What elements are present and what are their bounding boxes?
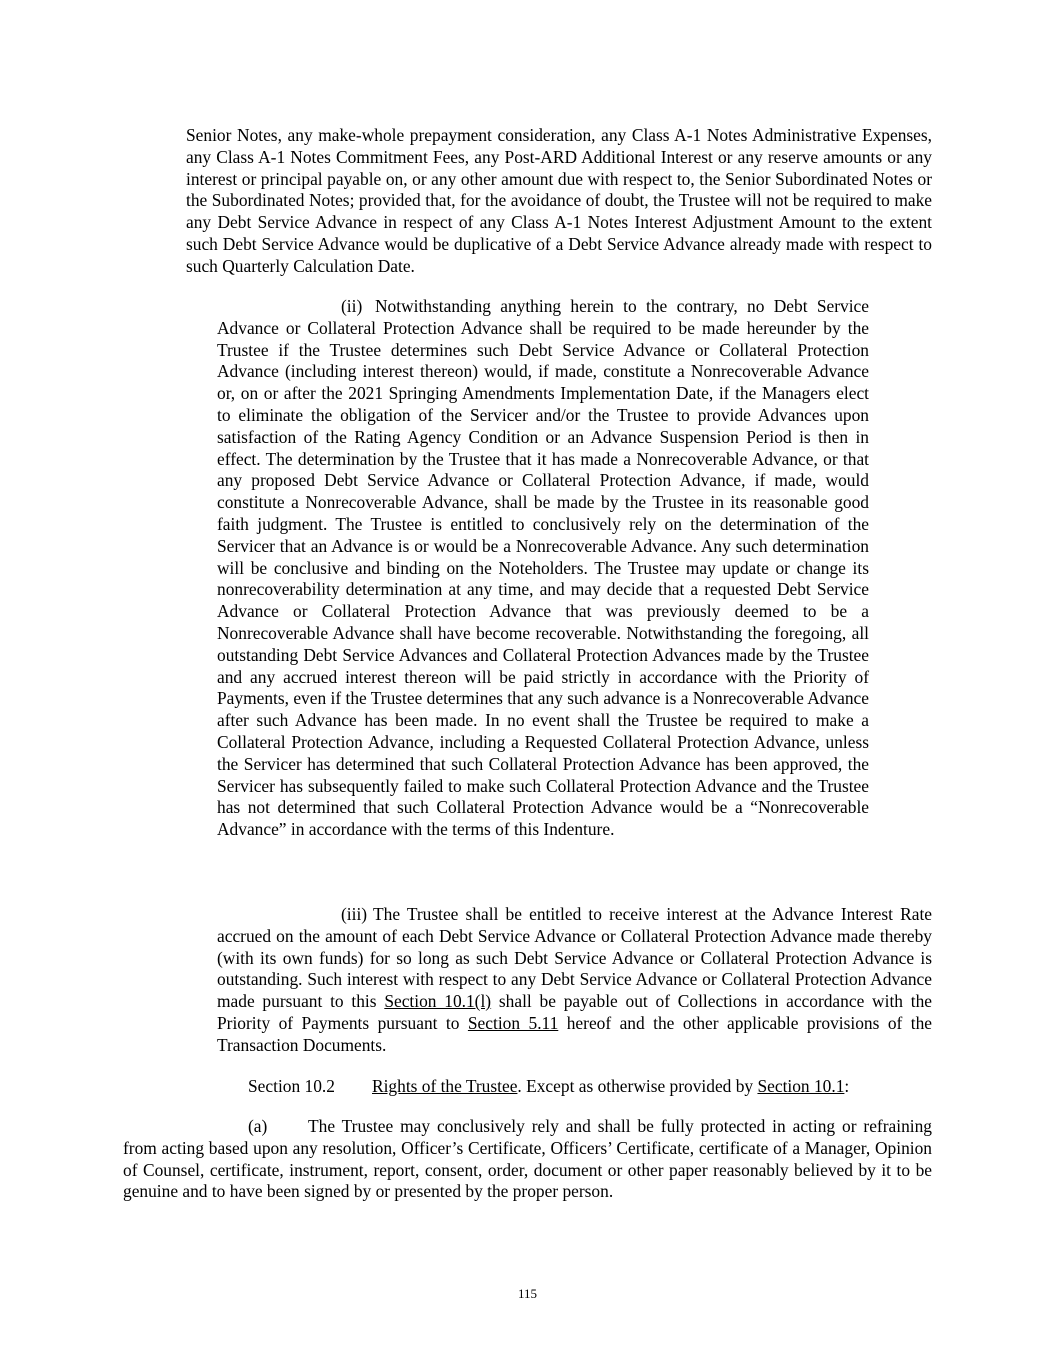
intro-paragraph: Senior Notes, any make-whole prepayment consideration, any Class A-1 Notes Administrative Expenses, any Class A-1 Notes Commitment Fees, any Post-ARD Additional Interest or any reserve amounts or any interest or principal payable on, or any other amount due with respect to, the Senior Subordinated Notes or the Subordinated Notes; provided that, for the avoidance of doubt, the Trustee will not be required to make any Debt Service Advance in respect of any Class A-1 Notes Interest Adjustment Amount to the extent such Debt Service Advance would be duplicative of a Debt Service Advance already made with respect to such Quarterly Calculation Date. <box>186 125 932 276</box>
clause-iii-text-3: hereof and the other applicable provisions of the Transaction Documents. <box>217 1012 932 1055</box>
section-10-1-link[interactable]: Section 10.1 <box>757 1076 845 1096</box>
clause-iii-paragraph <box>217 904 932 1057</box>
section-10-2-heading <box>248 1076 948 1098</box>
clause-ii-number: (ii) <box>341 296 363 316</box>
clause-ii-text: Notwithstanding anything herein to the contrary, no Debt Service Advance or Collateral Protection Advance shall be required to be made hereunder by the Trustee if the Trustee determines such Debt Service Advance or Collateral Protection Advance (including interest thereon) would, if made, constitute a Nonrecoverable Advance or, on or after the 2021 Springing Amendments Implementation Date, if the Managers elect to eliminate the obligation of the Servicer and/or the Trustee to provide Advances upon satisfaction of the Rating Agency Condition or an Advance Suspension Period is then in effect. The determination by the Trustee that it has made a Nonrecoverable Advance, or that any proposed Debt Service Advance or Collateral Protection Advance, if made, would constitute a Nonrecoverable Advance, shall be made by the Trustee in its reasonable good faith judgment. The Trustee is entitled to conclusively rely on the determination of the Servicer that an Advance is or would be a Nonrecoverable Advance. Any such determination will be conclusive and binding on the Noteholders. The Trustee may update or change its nonrecoverability determination at any time, and may decide that a requested Debt Service Advance or Collateral Protection Advance that was previously deemed to be a Nonrecoverable Advance shall have become recoverable. Notwithstanding the foregoing, all outstanding Debt Service Advances and Collateral Protection Advances made by the Trustee and any accrued interest thereon will be paid strictly in accordance with the Priority of Payments, even if the Trustee determines that any such advance is a Nonrecoverable Advance after such Advance has been made. In no event shall the Trustee be required to make a Collateral Protection Advance, including a Requested Collateral Protection Advance, unless the Servicer has determined that such Collateral Protection Advance has been approved, the Servicer has subsequently failed to make such Collateral Protection Advance and the Trustee has not determined that such Collateral Protection Advance would be a “Nonrecoverable Advance” in accordance with the terms of this Indenture. <box>217 296 869 840</box>
clause-iii-number: (iii) <box>341 904 368 924</box>
section-text-1: . Except as otherwise provided by <box>517 1076 758 1096</box>
clause-a-paragraph <box>123 1116 932 1203</box>
clause-a-text: The Trustee may conclusively rely and shall be fully protected in acting or refraining from acting based upon any resolution, Officer’s Certificate, Officers’ Certificate, certificate of a Manager, Opinion of Counsel, certificate, instrument, report, consent, order, document or other paper reasonably believed by it to be genuine and to have been signed by or presented by the proper person. <box>123 1116 932 1202</box>
section-number: Section 10.2 <box>248 1076 335 1096</box>
section-10-1-l-link[interactable]: Section 10.1(l) <box>384 991 492 1012</box>
clause-a-number: (a) <box>248 1116 268 1136</box>
section-5-11-link[interactable]: Section 5.11 <box>467 1012 559 1033</box>
clause-iii-text-2: shall be payable out of Collections in accordance with the Priority of Payments pursuant to <box>217 991 932 1033</box>
section-title: Rights of the Trustee <box>372 1076 518 1096</box>
section-text-2: : <box>844 1076 850 1096</box>
clause-iii-text-1: The Trustee shall be entitled to receive interest at the Advance Interest Rate accrued on the amount of each Debt Service Advance or Collateral Protection Advance made thereby (with its own funds) for so long as such Debt Service Advance or Collateral Protection Advance is outstanding. Such interest with respect to any Debt Service Advance or Collateral Protection Advance made pursuant to this <box>217 904 932 1012</box>
page-number: 115 <box>517 1286 538 1301</box>
clause-ii-paragraph <box>217 296 869 841</box>
